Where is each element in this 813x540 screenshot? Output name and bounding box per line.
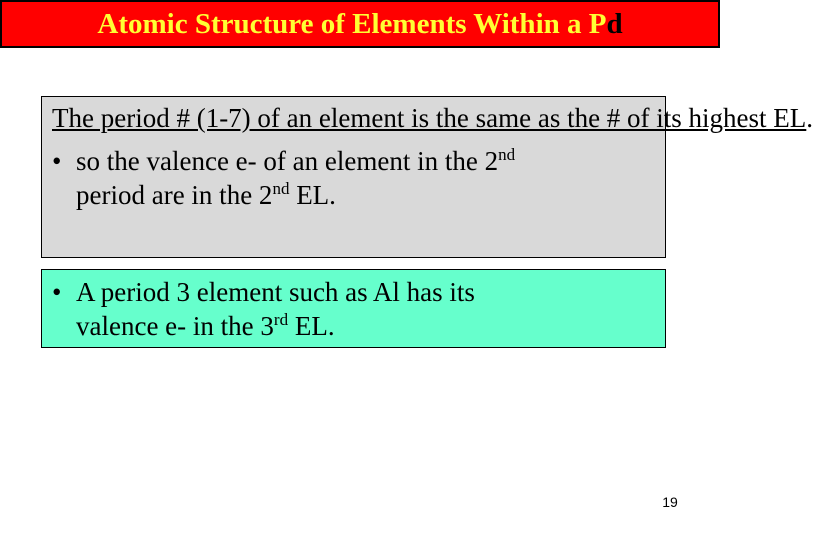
third-period-text-3: EL. [288,311,335,341]
period-rule-paragraph [52,101,813,135]
ordinal-superscript: nd [498,145,516,164]
period-rule-end: . [806,103,813,133]
period-explanation-box [41,96,813,258]
bullet-icon: • [52,146,62,176]
slide-title-tail: d [606,8,623,40]
ordinal-superscript: nd [272,179,290,198]
period-rule-text: The period # (1-7) of an element is the same as the # of its highest EL [52,103,807,133]
page-number: 19 [662,494,678,510]
third-period-text-2: valence e- in the 3 [76,311,274,341]
second-period-text-3: EL. [289,180,336,210]
third-period-text-1: A period 3 element such as Al has its [76,277,475,307]
title-bar [0,0,720,48]
second-period-text-1: so the valence e- of an element in the 2 [76,146,499,176]
third-period-bullet-point [52,275,655,343]
bullet-icon: • [52,277,62,307]
slide-title: Atomic Structure of Elements Within a P [97,8,607,40]
second-period-bullet-point [52,144,655,212]
third-period-example-box [41,269,666,348]
second-period-text-2: period are in the 2 [76,180,273,210]
ordinal-superscript: rd [273,310,289,329]
